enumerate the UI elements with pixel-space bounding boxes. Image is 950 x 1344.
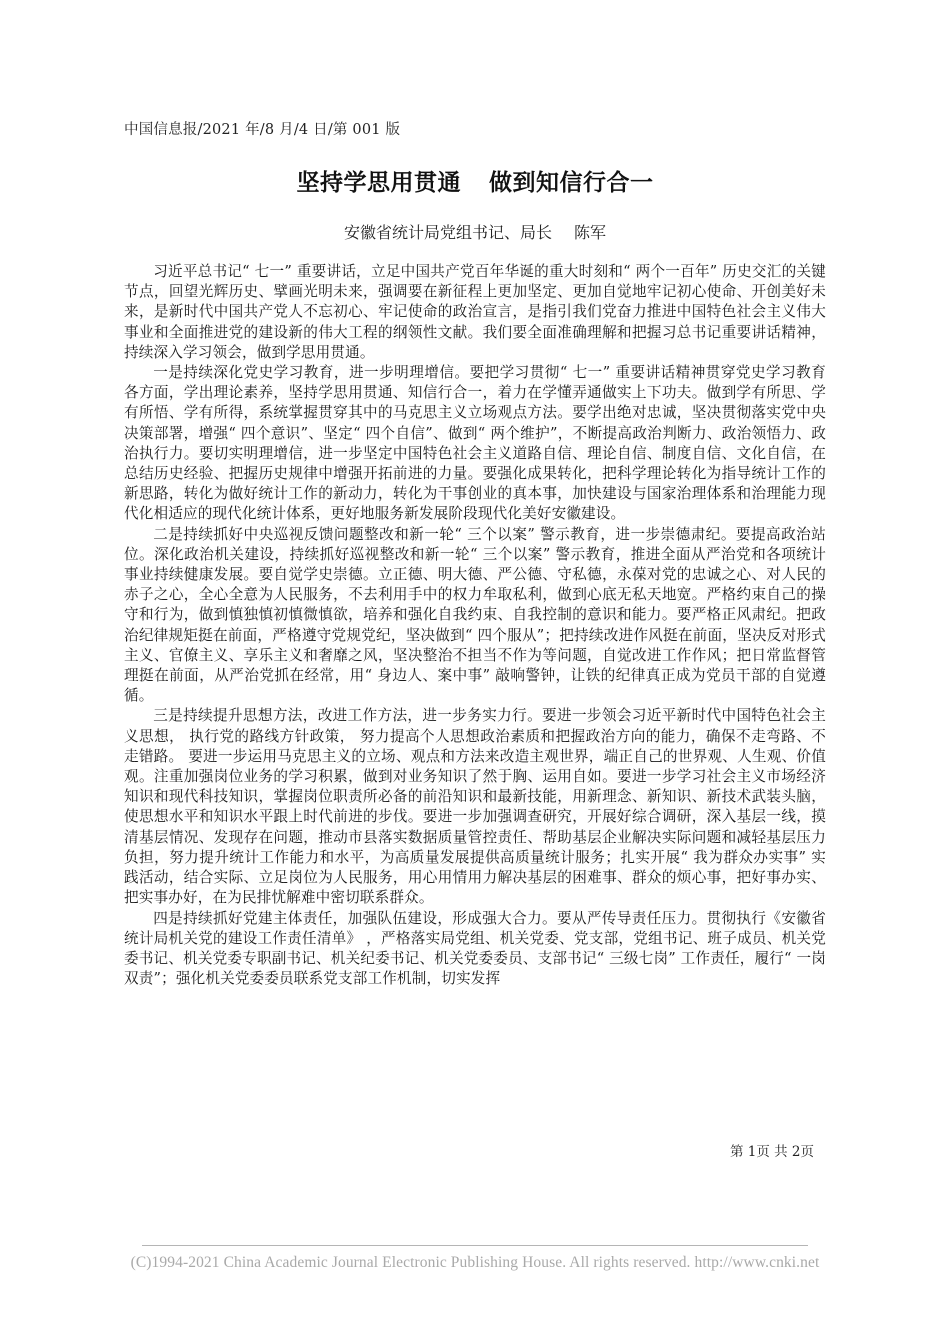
paragraph-2: 二是持续抓好中央巡视反馈问题整改和新一轮“ 三个以案” 警示教育，进一步崇德肃纪。要提高政治站位。深化政治机关建设，持续抓好巡视整改和新一轮“ 三个以案” 警示教育，推进全面从严治党和各项统计事业持续健康发展。要自觉学史崇德。立正德、明大德、严公德、守私德，永葆对党的忠诚之心、对人民的赤子之心，全心全意为人民服务，不去利用手中的权力牟取私利，做到心底无私天地宽。严格约束自己的操守和行为，做到慎独慎初慎微慎欲，培养和强化自我约束、自我控制的意识和能力。要严格正风肃纪。把政治纪律规矩挺在前面，严格遵守党规党纪，坚决做到“ 四个服从”；把持续改进作风挺在前面，坚决反对形式主义、官僚主义、享乐主义和奢靡之风，坚决整治不担当不作为等问题，自觉改进工作作风；把日常监督管理挺在前面，从严治党抓在经常，用“ 身边人、案中事” 敲响警钟，让铁的纪律真正成为党员干部的自觉遵循。 bbox=[124, 525, 826, 705]
paragraph-intro: 习近平总书记“ 七一” 重要讲话，立足中国共产党百年华诞的重大时刻和“ 两个一百年” 历史交汇的关键节点，回望光辉历史、擘画光明未来，强调要在新征程上更加坚定、更加自觉地牢记初心使命、开创美好未来，是新时代中国共产党人不忘初心、牢记使命的政治宣言，是指引我们党奋力推进中国特色社会主义伟大事业和全面推进党的建设新的伟大工程的纲领性文献。我们要全面准确理解和把握习总书记重要讲话精神，持续深入学习领会，做到学思用贯通。 bbox=[124, 263, 826, 361]
article-title bbox=[0, 164, 950, 197]
page-indicator: 第 1页 共 2页 bbox=[729, 1144, 814, 1160]
article-body bbox=[124, 262, 826, 989]
author-name: 陈军 bbox=[574, 223, 607, 242]
title-part-1: 坚持学思用贯通 bbox=[296, 170, 461, 196]
author-byline bbox=[0, 220, 950, 243]
title-part-2: 做到知信行合一 bbox=[489, 170, 654, 196]
copyright-watermark: (C)1994-2021 China Academic Journal Electronic Publishing House. All rights reserved. http://www.cnki.net bbox=[130, 1254, 820, 1271]
paragraph-1: 一是持续深化党史学习教育，进一步明理增信。要把学习贯彻“ 七一” 重要讲话精神贯穿党史学习教育各方面，学出理论素养，坚持学思用贯通、知信行合一，着力在学懂弄通做实上下功夫。做到学有所思、学有所悟、学有所得，系统掌握贯穿其中的马克思主义立场观点方法。要学出绝对忠诚，坚决贯彻落实党中央决策部署，增强“ 四个意识”、坚定“ 四个自信”、做到“ 两个维护”，不断提高政治判断力、政治领悟力、政治执行力。要切实明理增信，进一步坚定中国特色社会主义道路自信、理论自信、制度自信、文化自信，在总结历史经验、把握历史规律中增强开拓前进的力量。要强化成果转化，把科学理论转化为指导统计工作的新思路，转化为做好统计工作的新动力，转化为干事创业的真本事，加快建设与国家治理体系和治理能力现代化相适应的现代化统计体系，更好地服务新发展阶段现代化美好安徽建设。 bbox=[124, 364, 826, 523]
footer-divider bbox=[142, 1245, 808, 1246]
paragraph-3: 三是持续提升思想方法，改进工作方法，进一步务实力行。要进一步领会习近平新时代中国特色社会主义思想， 执行党的路线方针政策， 努力提高个人思想政治素质和把握政治方向的能力，确保不走弯路、不走错路。 要进一步运用马克思主义的立场、观点和方法来改造主观世界，端正自己的世界观、人生观、价值观。注重加强岗位业务的学习积累，做到对业务知识了然于胸、运用自如。要进一步学习社会主义市场经济知识和现代科技知识，掌握岗位职责所必备的前沿知识和最新技能，用新理念、新知识、新技术武装头脑，使思想水平和知识水平跟上时代前进的步伐。要进一步加强调查研究，开展好综合调研，深入基层一线，摸清基层情况、发现存在问题，推动市县落实数据质量管控责任、帮助基层企业解决实际问题和减轻基层压力负担，努力提升统计工作能力和水平，为高质量发展提供高质量统计服务；扎实开展“ 我为群众办实事” 实践活动，结合实际、立足岗位为人民服务，用心用情用力解决基层的困难事、群众的烦心事，把好事办实、把实事办好，在为民排忧解难中密切联系群众。 bbox=[124, 707, 826, 907]
author-role: 安徽省统计局党组书记、局长 bbox=[343, 223, 552, 242]
publication-source: 中国信息报/2021 年/8 月/4 日/第 001 版 bbox=[124, 122, 401, 138]
paragraph-4: 四是持续抓好党建主体责任，加强队伍建设，形成强大合力。要从严传导责任压力。贯彻执行《安徽省统计局机关党的建设工作责任清单》 ，严格落实局党组、机关党委、党支部，党组书记、班子成员、机关党委书记、机关党委专职副书记、机关纪委书记、机关党委委员、支部书记“ 三级七岗” 工作责任，履行“ 一岗双责”；强化机关党委委员联系党支部工作机制，切实发挥 bbox=[124, 909, 826, 988]
